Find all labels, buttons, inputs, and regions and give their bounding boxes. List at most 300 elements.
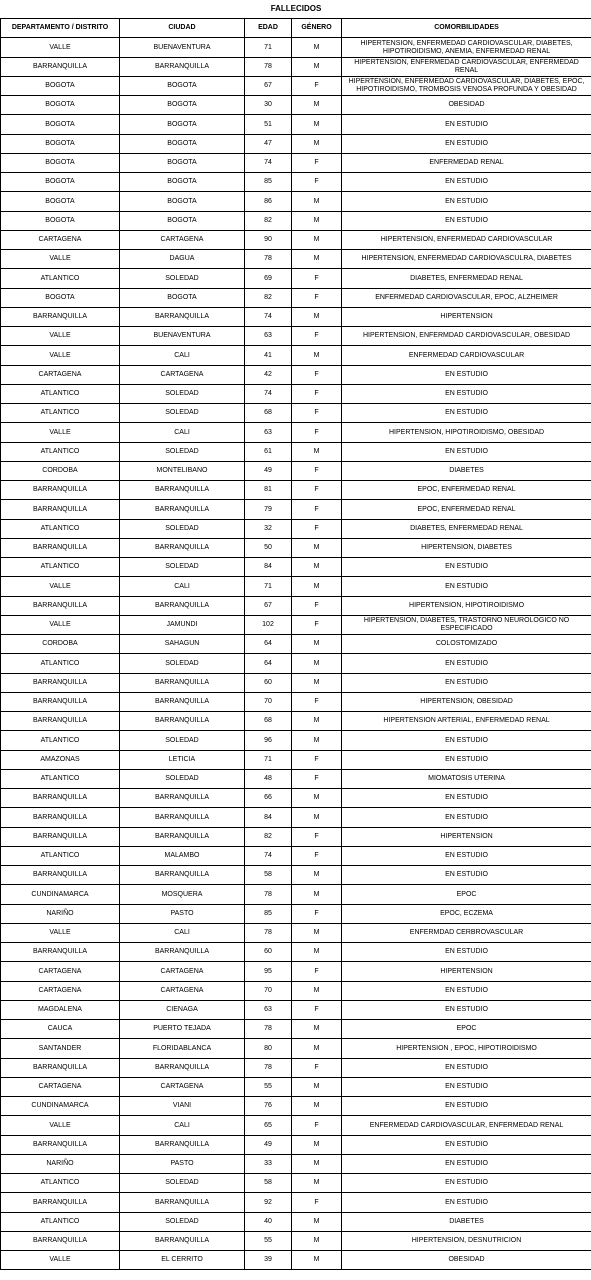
cell-departamento: BOGOTA	[1, 192, 120, 212]
table-row	[1, 693, 591, 712]
cell-ciudad: CARTAGENA	[120, 962, 245, 982]
cell-departamento: CARTAGENA	[1, 231, 120, 250]
table-row	[1, 443, 591, 462]
table-row	[1, 597, 591, 616]
cell-departamento: BARRANQUILLA	[1, 1232, 120, 1251]
cell-departamento: CARTAGENA	[1, 982, 120, 1001]
cell-ciudad: BARRANQUILLA	[120, 866, 245, 885]
table-row	[1, 924, 591, 943]
cell-departamento: CORDOBA	[1, 635, 120, 654]
cell-genero: M	[292, 674, 342, 693]
cell-comorbilidades: EN ESTUDIO	[342, 751, 591, 770]
cell-departamento: CORDOBA	[1, 462, 120, 481]
table-row	[1, 1097, 591, 1116]
cell-edad: 78	[245, 1020, 292, 1039]
table-row	[1, 269, 591, 289]
cell-departamento: MAGDALENA	[1, 1001, 120, 1020]
cell-edad: 70	[245, 693, 292, 712]
cell-comorbilidades: OBESIDAD	[342, 1251, 591, 1270]
table-row	[1, 38, 591, 58]
cell-edad: 74	[245, 847, 292, 866]
cell-comorbilidades: EN ESTUDIO	[342, 577, 591, 597]
cell-comorbilidades: HIPERTENSION, ENFERMEDAD CARDIOVASCULAR, DIABETES, HIPOTIROIDISMO, ANEMIA, ENFERMEDAD RENAL	[342, 38, 591, 58]
table-row	[1, 616, 591, 635]
cell-genero: F	[292, 423, 342, 443]
cell-comorbilidades: HIPERTENSION, HIPOTIROIDISMO	[342, 597, 591, 616]
cell-comorbilidades: EN ESTUDIO	[342, 654, 591, 674]
cell-ciudad: BOGOTA	[120, 154, 245, 173]
cell-ciudad: BOGOTA	[120, 192, 245, 212]
cell-departamento: BARRANQUILLA	[1, 828, 120, 847]
cell-genero: M	[292, 1039, 342, 1059]
table-row	[1, 1251, 591, 1270]
table-row	[1, 962, 591, 982]
cell-ciudad: SAHAGUN	[120, 635, 245, 654]
table-row	[1, 1213, 591, 1232]
cell-ciudad: PASTO	[120, 905, 245, 924]
cell-comorbilidades: EPOC, ENFERMEDAD RENAL	[342, 500, 591, 520]
cell-departamento: BOGOTA	[1, 77, 120, 96]
cell-edad: 96	[245, 731, 292, 751]
header-comorbilidades: COMORBILIDADES	[342, 19, 591, 38]
table-row	[1, 462, 591, 481]
table-row	[1, 1136, 591, 1155]
cell-genero: F	[292, 366, 342, 385]
table-row	[1, 654, 591, 674]
cell-comorbilidades: EN ESTUDIO	[342, 135, 591, 154]
cell-genero: F	[292, 520, 342, 539]
cell-edad: 78	[245, 58, 292, 77]
table-row	[1, 1078, 591, 1097]
cell-ciudad: BOGOTA	[120, 77, 245, 96]
cell-comorbilidades: HIPERTENSION	[342, 828, 591, 847]
cell-edad: 70	[245, 982, 292, 1001]
cell-comorbilidades: EN ESTUDIO	[342, 982, 591, 1001]
cell-departamento: BOGOTA	[1, 96, 120, 115]
cell-genero: M	[292, 443, 342, 462]
cell-departamento: BARRANQUILLA	[1, 943, 120, 962]
cell-genero: M	[292, 1155, 342, 1174]
cell-comorbilidades: HIPERTENSION, DIABETES	[342, 539, 591, 558]
table-row	[1, 327, 591, 346]
cell-ciudad: EL CERRITO	[120, 1251, 245, 1270]
cell-genero: F	[292, 173, 342, 192]
cell-comorbilidades: EN ESTUDIO	[342, 1001, 591, 1020]
cell-genero: F	[292, 269, 342, 289]
cell-ciudad: BARRANQUILLA	[120, 1232, 245, 1251]
cell-genero: M	[292, 558, 342, 577]
cell-edad: 86	[245, 192, 292, 212]
table-row	[1, 481, 591, 500]
cell-departamento: VALLE	[1, 423, 120, 443]
cell-comorbilidades: EPOC, ECZEMA	[342, 905, 591, 924]
cell-departamento: BARRANQUILLA	[1, 674, 120, 693]
cell-departamento: BOGOTA	[1, 154, 120, 173]
cell-comorbilidades: ENFERMEDAD CARDIOVASCULAR, ENFERMEDAD RENAL	[342, 1116, 591, 1136]
cell-departamento: VALLE	[1, 577, 120, 597]
cell-genero: M	[292, 38, 342, 58]
cell-edad: 82	[245, 828, 292, 847]
cell-departamento: VALLE	[1, 616, 120, 635]
table-row	[1, 539, 591, 558]
cell-edad: 49	[245, 1136, 292, 1155]
cell-edad: 67	[245, 77, 292, 96]
cell-ciudad: CARTAGENA	[120, 1078, 245, 1097]
cell-genero: F	[292, 77, 342, 96]
cell-comorbilidades: ENFERMEDAD RENAL	[342, 154, 591, 173]
cell-departamento: ATLANTICO	[1, 1174, 120, 1193]
cell-ciudad: CARTAGENA	[120, 231, 245, 250]
cell-departamento: BARRANQUILLA	[1, 539, 120, 558]
cell-ciudad: BOGOTA	[120, 289, 245, 308]
cell-comorbilidades: ENFERMEDAD CARDIOVASCULAR, EPOC, ALZHEIMER	[342, 289, 591, 308]
cell-ciudad: CALI	[120, 1116, 245, 1136]
cell-ciudad: BARRANQUILLA	[120, 789, 245, 808]
table-row	[1, 154, 591, 173]
header-ciudad: CIUDAD	[120, 19, 245, 38]
table-row	[1, 828, 591, 847]
cell-edad: 55	[245, 1232, 292, 1251]
cell-comorbilidades: HIPERTENSION, DESNUTRICION	[342, 1232, 591, 1251]
table-row	[1, 731, 591, 751]
cell-comorbilidades: EN ESTUDIO	[342, 943, 591, 962]
table-row	[1, 404, 591, 423]
table-title: FALLECIDOS	[1, 0, 591, 19]
cell-ciudad: FLORIDABLANCA	[120, 1039, 245, 1059]
cell-edad: 65	[245, 1116, 292, 1136]
cell-genero: F	[292, 905, 342, 924]
cell-ciudad: BARRANQUILLA	[120, 1059, 245, 1078]
cell-departamento: CAUCA	[1, 1020, 120, 1039]
cell-genero: M	[292, 943, 342, 962]
cell-departamento: VALLE	[1, 924, 120, 943]
cell-genero: F	[292, 693, 342, 712]
cell-genero: F	[292, 751, 342, 770]
cell-edad: 85	[245, 905, 292, 924]
table-row	[1, 1039, 591, 1059]
cell-edad: 84	[245, 808, 292, 828]
cell-ciudad: CARTAGENA	[120, 982, 245, 1001]
cell-edad: 64	[245, 654, 292, 674]
cell-departamento: NARIÑO	[1, 1155, 120, 1174]
table-row	[1, 1155, 591, 1174]
cell-comorbilidades: DIABETES	[342, 1213, 591, 1232]
cell-departamento: ATLANTICO	[1, 520, 120, 539]
cell-ciudad: BARRANQUILLA	[120, 828, 245, 847]
cell-genero: M	[292, 577, 342, 597]
cell-edad: 58	[245, 866, 292, 885]
cell-departamento: VALLE	[1, 1116, 120, 1136]
cell-ciudad: MOSQUERA	[120, 885, 245, 905]
cell-genero: M	[292, 96, 342, 115]
cell-ciudad: BOGOTA	[120, 173, 245, 192]
cell-comorbilidades: EN ESTUDIO	[342, 443, 591, 462]
cell-comorbilidades: HIPERTENSION, ENFERMEDAD CARDIOVASCULAR, DIABETES, EPOC, HIPOTIROIDISMO, TROMBOSIS VENOSA PROFUNDA Y OBESIDAD	[342, 77, 591, 96]
cell-ciudad: BARRANQUILLA	[120, 58, 245, 77]
cell-edad: 74	[245, 385, 292, 404]
cell-ciudad: SOLEDAD	[120, 770, 245, 789]
cell-edad: 61	[245, 443, 292, 462]
cell-edad: 47	[245, 135, 292, 154]
cell-edad: 67	[245, 597, 292, 616]
cell-departamento: CARTAGENA	[1, 962, 120, 982]
cell-departamento: ATLANTICO	[1, 443, 120, 462]
cell-edad: 50	[245, 539, 292, 558]
cell-comorbilidades: HIPERTENSION	[342, 308, 591, 327]
cell-genero: M	[292, 1136, 342, 1155]
cell-ciudad: CALI	[120, 346, 245, 366]
cell-departamento: ATLANTICO	[1, 770, 120, 789]
cell-genero: F	[292, 289, 342, 308]
cell-ciudad: BOGOTA	[120, 135, 245, 154]
cell-edad: 78	[245, 1059, 292, 1078]
cell-edad: 66	[245, 789, 292, 808]
cell-comorbilidades: EN ESTUDIO	[342, 115, 591, 135]
cell-edad: 71	[245, 751, 292, 770]
cell-ciudad: SOLEDAD	[120, 443, 245, 462]
cell-edad: 58	[245, 1174, 292, 1193]
table-row	[1, 77, 591, 96]
cell-edad: 95	[245, 962, 292, 982]
cell-ciudad: BARRANQUILLA	[120, 1136, 245, 1155]
cell-comorbilidades: HIPERTENSION	[342, 962, 591, 982]
cell-edad: 49	[245, 462, 292, 481]
table-row	[1, 366, 591, 385]
cell-comorbilidades: MIOMATOSIS UTERINA	[342, 770, 591, 789]
cell-departamento: BARRANQUILLA	[1, 808, 120, 828]
cell-departamento: BARRANQUILLA	[1, 693, 120, 712]
cell-departamento: ATLANTICO	[1, 404, 120, 423]
cell-departamento: VALLE	[1, 1251, 120, 1270]
cell-edad: 33	[245, 1155, 292, 1174]
header-genero: GÉNERO	[292, 19, 342, 38]
cell-edad: 85	[245, 173, 292, 192]
cell-departamento: BARRANQUILLA	[1, 308, 120, 327]
cell-edad: 79	[245, 500, 292, 520]
cell-ciudad: MONTELIBANO	[120, 462, 245, 481]
cell-comorbilidades: EN ESTUDIO	[342, 212, 591, 231]
cell-departamento: BARRANQUILLA	[1, 58, 120, 77]
cell-ciudad: BARRANQUILLA	[120, 597, 245, 616]
cell-comorbilidades: EN ESTUDIO	[342, 192, 591, 212]
cell-comorbilidades: EN ESTUDIO	[342, 1174, 591, 1193]
cell-ciudad: CALI	[120, 423, 245, 443]
cell-genero: M	[292, 212, 342, 231]
cell-departamento: VALLE	[1, 346, 120, 366]
table-row	[1, 770, 591, 789]
cell-comorbilidades: DIABETES	[342, 462, 591, 481]
cell-edad: 74	[245, 308, 292, 327]
cell-ciudad: LETICIA	[120, 751, 245, 770]
cell-ciudad: BARRANQUILLA	[120, 481, 245, 500]
table-row	[1, 885, 591, 905]
cell-departamento: BOGOTA	[1, 289, 120, 308]
cell-genero: M	[292, 982, 342, 1001]
cell-departamento: BARRANQUILLA	[1, 481, 120, 500]
table-row	[1, 250, 591, 269]
cell-departamento: ATLANTICO	[1, 269, 120, 289]
cell-genero: M	[292, 924, 342, 943]
cell-edad: 69	[245, 269, 292, 289]
cell-ciudad: BARRANQUILLA	[120, 308, 245, 327]
cell-genero: M	[292, 885, 342, 905]
cell-ciudad: SOLEDAD	[120, 404, 245, 423]
cell-comorbilidades: EN ESTUDIO	[342, 789, 591, 808]
cell-ciudad: BUENAVENTURA	[120, 38, 245, 58]
header-departamento: DEPARTAMENTO / DISTRITO	[1, 19, 120, 38]
cell-departamento: BARRANQUILLA	[1, 597, 120, 616]
cell-comorbilidades: EN ESTUDIO	[342, 808, 591, 828]
cell-comorbilidades: ENFERMDAD CERBROVASCULAR	[342, 924, 591, 943]
cell-edad: 78	[245, 250, 292, 269]
cell-genero: M	[292, 135, 342, 154]
table-row	[1, 289, 591, 308]
cell-comorbilidades: HIPERTENSION, ENFERMDAD CARDIOVASCULAR, OBESIDAD	[342, 327, 591, 346]
cell-genero: M	[292, 539, 342, 558]
table-row	[1, 520, 591, 539]
cell-genero: M	[292, 866, 342, 885]
cell-edad: 63	[245, 327, 292, 346]
cell-genero: F	[292, 962, 342, 982]
cell-comorbilidades: OBESIDAD	[342, 96, 591, 115]
cell-ciudad: CALI	[120, 577, 245, 597]
cell-comorbilidades: EN ESTUDIO	[342, 1193, 591, 1213]
cell-ciudad: SOLEDAD	[120, 1174, 245, 1193]
table-row	[1, 1232, 591, 1251]
cell-departamento: VALLE	[1, 250, 120, 269]
cell-genero: M	[292, 654, 342, 674]
cell-ciudad: BARRANQUILLA	[120, 1193, 245, 1213]
cell-departamento: VALLE	[1, 38, 120, 58]
cell-genero: M	[292, 250, 342, 269]
cell-ciudad: BUENAVENTURA	[120, 327, 245, 346]
cell-genero: M	[292, 635, 342, 654]
cell-comorbilidades: EN ESTUDIO	[342, 731, 591, 751]
cell-edad: 48	[245, 770, 292, 789]
cell-genero: M	[292, 712, 342, 731]
cell-edad: 42	[245, 366, 292, 385]
cell-genero: F	[292, 500, 342, 520]
cell-ciudad: CALI	[120, 924, 245, 943]
cell-genero: F	[292, 404, 342, 423]
table-row	[1, 808, 591, 828]
table-row	[1, 423, 591, 443]
cell-ciudad: SOLEDAD	[120, 654, 245, 674]
cell-edad: 82	[245, 289, 292, 308]
cell-comorbilidades: HIPERTENSION, OBESIDAD	[342, 693, 591, 712]
cell-ciudad: BARRANQUILLA	[120, 712, 245, 731]
cell-genero: F	[292, 847, 342, 866]
table-body	[1, 38, 591, 1270]
cell-edad: 76	[245, 1097, 292, 1116]
cell-edad: 71	[245, 38, 292, 58]
cell-genero: F	[292, 1116, 342, 1136]
cell-genero: M	[292, 1232, 342, 1251]
cell-edad: 40	[245, 1213, 292, 1232]
table-row	[1, 1001, 591, 1020]
cell-departamento: BARRANQUILLA	[1, 1193, 120, 1213]
cell-departamento: CUNDINAMARCA	[1, 885, 120, 905]
cell-edad: 82	[245, 212, 292, 231]
cell-genero: F	[292, 597, 342, 616]
cell-departamento: VALLE	[1, 327, 120, 346]
cell-genero: M	[292, 115, 342, 135]
cell-comorbilidades: EN ESTUDIO	[342, 404, 591, 423]
table-row	[1, 308, 591, 327]
cell-ciudad: SOLEDAD	[120, 520, 245, 539]
cell-edad: 63	[245, 423, 292, 443]
cell-ciudad: CARTAGENA	[120, 366, 245, 385]
cell-departamento: AMAZONAS	[1, 751, 120, 770]
cell-ciudad: BARRANQUILLA	[120, 943, 245, 962]
table-row	[1, 1174, 591, 1193]
cell-ciudad: JAMUNDI	[120, 616, 245, 635]
table-row	[1, 558, 591, 577]
cell-edad: 92	[245, 1193, 292, 1213]
cell-departamento: ATLANTICO	[1, 847, 120, 866]
cell-ciudad: CIENAGA	[120, 1001, 245, 1020]
cell-genero: M	[292, 1078, 342, 1097]
cell-comorbilidades: HIPERTENSION , EPOC, HIPOTIROIDISMO	[342, 1039, 591, 1059]
cell-edad: 68	[245, 404, 292, 423]
cell-genero: M	[292, 346, 342, 366]
cell-genero: F	[292, 770, 342, 789]
cell-departamento: ATLANTICO	[1, 731, 120, 751]
cell-departamento: NARIÑO	[1, 905, 120, 924]
cell-departamento: SANTANDER	[1, 1039, 120, 1059]
cell-edad: 68	[245, 712, 292, 731]
cell-genero: F	[292, 327, 342, 346]
cell-comorbilidades: EN ESTUDIO	[342, 847, 591, 866]
cell-genero: M	[292, 789, 342, 808]
table-row	[1, 577, 591, 597]
cell-edad: 71	[245, 577, 292, 597]
cell-ciudad: MALAMBO	[120, 847, 245, 866]
cell-comorbilidades: ENFERMEDAD CARDIOVASCULAR	[342, 346, 591, 366]
cell-genero: M	[292, 1174, 342, 1193]
cell-departamento: ATLANTICO	[1, 654, 120, 674]
cell-genero: F	[292, 1001, 342, 1020]
cell-ciudad: PUERTO TEJADA	[120, 1020, 245, 1039]
cell-comorbilidades: HIPERTENSION, ENFERMEDAD CARDIOVASCULAR, ENFERMEDAD RENAL	[342, 58, 591, 77]
table-row	[1, 96, 591, 115]
table-row	[1, 1193, 591, 1213]
cell-comorbilidades: EPOC	[342, 1020, 591, 1039]
cell-comorbilidades: DIABETES, ENFERMEDAD RENAL	[342, 269, 591, 289]
cell-genero: F	[292, 154, 342, 173]
cell-ciudad: SOLEDAD	[120, 558, 245, 577]
cell-edad: 60	[245, 943, 292, 962]
header-edad: EDAD	[245, 19, 292, 38]
cell-ciudad: SOLEDAD	[120, 269, 245, 289]
cell-departamento: CARTAGENA	[1, 1078, 120, 1097]
table-row	[1, 385, 591, 404]
cell-ciudad: SOLEDAD	[120, 731, 245, 751]
cell-edad: 55	[245, 1078, 292, 1097]
cell-ciudad: BARRANQUILLA	[120, 808, 245, 828]
cell-edad: 51	[245, 115, 292, 135]
cell-edad: 60	[245, 674, 292, 693]
header-row	[1, 19, 591, 38]
table-row	[1, 212, 591, 231]
table-row	[1, 982, 591, 1001]
cell-ciudad: BOGOTA	[120, 212, 245, 231]
cell-departamento: CARTAGENA	[1, 366, 120, 385]
cell-comorbilidades: EN ESTUDIO	[342, 366, 591, 385]
cell-genero: M	[292, 1020, 342, 1039]
cell-edad: 30	[245, 96, 292, 115]
cell-edad: 63	[245, 1001, 292, 1020]
